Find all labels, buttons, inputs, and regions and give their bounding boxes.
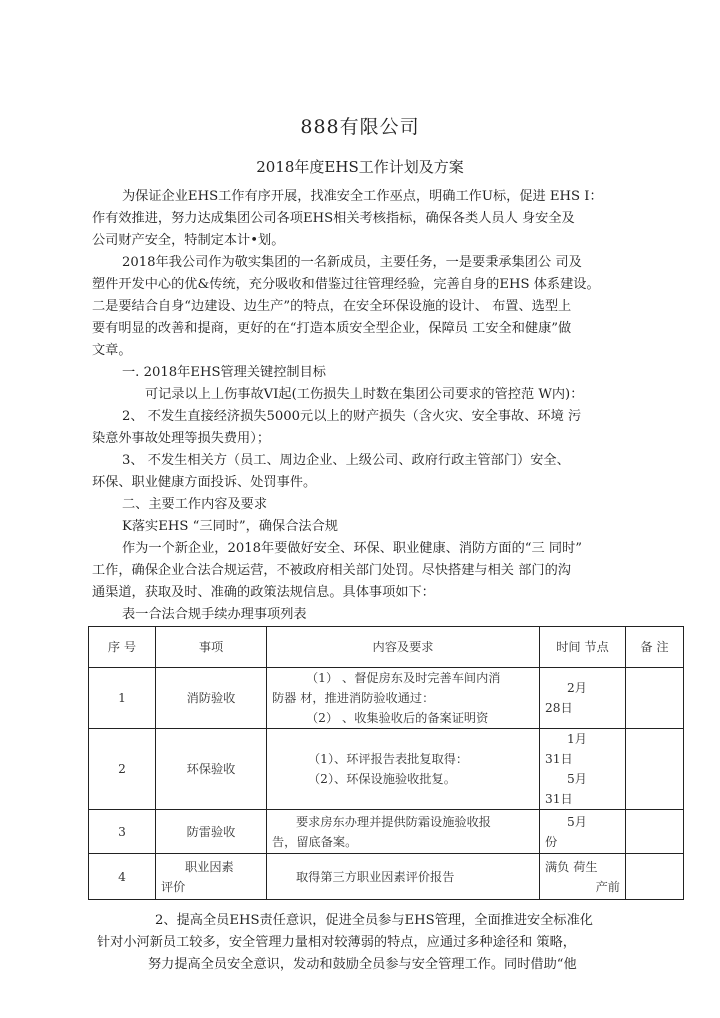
compliance-table <box>88 626 684 900</box>
content-line: 要求房东办理并提供防霜设施验收报 <box>296 814 491 829</box>
table-header-row <box>89 627 684 668</box>
closing-line-3: 努力提高全员安全意识，发动和鼓励全员参与安全管理工作。同时借助“他 <box>148 957 577 972</box>
row-content <box>267 668 540 729</box>
time-line: 31日 <box>545 752 573 766</box>
content-line: （1） 、督促房东及时完善车间内消 <box>306 671 501 685</box>
row-item: 防雷验收 <box>156 810 267 854</box>
section2-para-line2: 工作，确保企业合法合规运营，不被政府相关部门处罚。尽快搭建与相关 部门的沟 <box>92 563 571 578</box>
intro-line-2: 作有效推进，努力达成集团公司各项EHS相关考核指标，确保各类人员人 身安全及 <box>92 211 575 226</box>
row-item <box>156 854 267 900</box>
section1-heading: 一. 2018年EHS管理关键控制目标 <box>122 365 326 380</box>
row-note <box>626 810 684 854</box>
content-line: 防器 材，推进消防验收通过： <box>272 691 435 705</box>
row-time <box>540 810 626 854</box>
company-name: 888有限公司 <box>300 116 420 138</box>
section2-heading: 二、主要工作内容及要求 <box>122 497 268 512</box>
para2-line-4: 要有明显的改善和提商，更好的在“打造本质安全型企业，保障员 工安全和健康”做 <box>92 321 572 336</box>
content-line: 取得第三方职业因素评价报告 <box>296 869 455 884</box>
item-line: 评价 <box>161 879 186 894</box>
time-line: 5月 <box>567 814 587 829</box>
time-line: 1月 <box>567 732 587 746</box>
row-note <box>626 668 684 729</box>
para2-line-5: 文章。 <box>92 343 132 358</box>
time-line: 31日 <box>545 792 573 806</box>
row-no: 3 <box>89 810 156 854</box>
item-line: 职业因素 <box>185 859 234 874</box>
intro-line-1: 为保证企业EHS工作有序开展，找准安全工作巫点，明确工作U标，促进 EHS I： <box>122 189 603 204</box>
para2-line-2: 塑件开发中心的优&传统，充分吸收和借鉴过往管理经验，完善自身的EHS 体系建设。 <box>92 277 600 292</box>
row-note <box>626 854 684 900</box>
row-time <box>540 729 626 810</box>
row-item: 环保验收 <box>156 729 267 810</box>
header-no: 序 号 <box>89 627 156 668</box>
row-time <box>540 854 626 900</box>
row-content <box>267 810 540 854</box>
section1-item3-line1: 3、 不发生相关方（员工、周边企业、上级公司、政府行政主管部门）安全、 <box>122 453 570 468</box>
row-note <box>626 729 684 810</box>
time-line: 5月 <box>567 772 587 786</box>
table-row <box>89 854 684 900</box>
row-no: 2 <box>89 729 156 810</box>
header-note: 备 注 <box>626 627 684 668</box>
time-line: 满负 荷生 <box>545 859 598 874</box>
header-time: 时间 节点 <box>540 627 626 668</box>
content-line: （2） 、收集验收后的备案证明资 <box>306 711 489 725</box>
row-no: 1 <box>89 668 156 729</box>
section1-item3-line2: 环保、职业健康方面投诉、处罚事件。 <box>92 475 317 490</box>
header-content: 内容及要求 <box>267 627 540 668</box>
time-line: 2月 <box>567 681 587 695</box>
section2-para-line1: 作为一个新企业，2018年要做好安全、环保、职业健康、消防方面的“三 同时” <box>122 541 583 556</box>
para2-line-3: 二是要结合自身“边建设、边生产”的特点，在安全环保设施的设计、 布置、选型上 <box>92 299 572 314</box>
content-line: 告，留底备案。 <box>272 834 358 849</box>
table-row <box>89 729 684 810</box>
section1-item2-line2: 染意外事故处理等损失费用）； <box>92 431 271 446</box>
content-line: （1）、环评报告表批复取得： <box>308 752 469 766</box>
section2-sub1-heading: K落实EHS “三同时”，确保合法合规 <box>122 519 338 534</box>
time-line: 产前 <box>595 879 620 894</box>
table-row <box>89 810 684 854</box>
section1-item1: 可记录以上丄伤事故VI起(工伤损失丄时数在集团公司要求的管控范 W内)： <box>145 387 584 402</box>
content-line: （2）、环保设施验收批复。 <box>308 772 456 786</box>
closing-line-2: 针对小河新员工较多，安全管理力量相对较薄弱的特点，应通过多种途径和 策略， <box>97 935 576 950</box>
time-line: 份 <box>545 834 558 849</box>
closing-line-1: 2、提高全员EHS责任意识，促进全员参与EHS管理，全面推进安全标准化 <box>155 913 593 928</box>
row-time <box>540 668 626 729</box>
para2-line-1: 2018年我公司作为敬实集团的一名新成员，主要任务，一是要秉承集团公 司及 <box>122 255 582 270</box>
row-item: 消防验收 <box>156 668 267 729</box>
header-item: 事项 <box>156 627 267 668</box>
intro-line-3: 公司财产安全，特制定本计•划。 <box>92 233 285 248</box>
row-content <box>267 729 540 810</box>
section2-para-line3: 通渠道，获取及时、准确的政策法规信息。具体事项如下： <box>92 585 435 600</box>
section1-item2-line1: 2、 不发生直接经济损失5000元以上的财产损失（含火灾、安全事故、环境 污 <box>122 409 582 424</box>
document-title: 2018年度EHS工作计划及方案 <box>256 158 464 176</box>
table-row <box>89 668 684 729</box>
row-content <box>267 854 540 900</box>
time-line: 28日 <box>545 701 573 715</box>
table-caption: 表一合法合规手续办理事项列表 <box>122 607 307 622</box>
row-no: 4 <box>89 854 156 900</box>
